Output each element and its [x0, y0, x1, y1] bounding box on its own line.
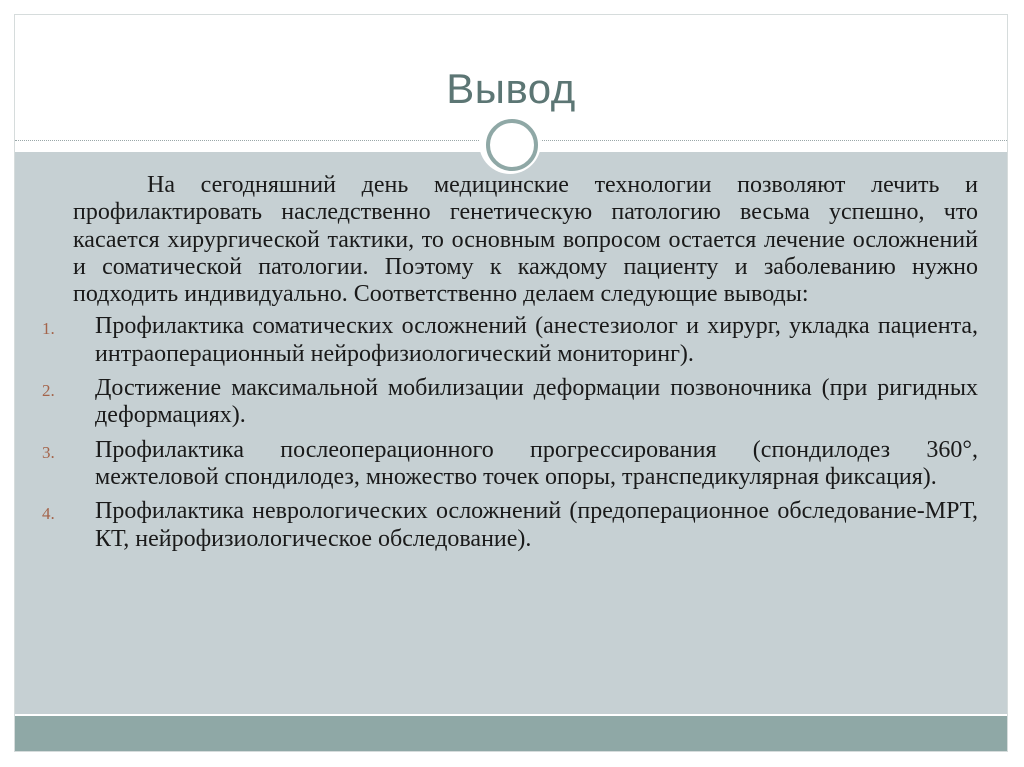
slide-body: [42, 172, 978, 560]
list-item: [42, 436, 978, 492]
list-item-text: Профилактика послеоперационного прогрессирования (спондилодез 360°, межтеловой спондилодез, множество точек опоры, транспедикулярная фиксация).: [95, 436, 978, 490]
list-number: 3.: [42, 442, 55, 462]
list-item: [42, 375, 978, 430]
list-item: [42, 498, 978, 553]
slide-title: Вывод: [446, 65, 576, 112]
intro-paragraph: На сегодняшний день медицинские технологии позволяют лечить и профилактировать наследственно генетическую патологию весьма успешно, что касается хирургической тактики, то основным вопросом остается лечение осложнений и соматической патологии. Поэтому к каждому пациенту и заболеванию нужно подходить индивидуально. Соответственно делаем следующие выводы:: [73, 172, 978, 308]
list-number: 4.: [42, 504, 55, 524]
ring-inner: [486, 119, 538, 171]
list-item-text: Достижение максимальной мобилизации деформации позвоночника (при ригидных деформациях).: [95, 375, 978, 429]
conclusions-list: [42, 313, 978, 552]
list-number: 2.: [42, 381, 55, 401]
list-item-text: Профилактика неврологических осложнений (предоперационное обследование-МРТ, КТ, нейрофизиологическое обследование).: [95, 498, 978, 552]
list-item: [42, 313, 978, 368]
ring-ornament-icon: [479, 112, 541, 174]
footer-bar: [15, 716, 1007, 751]
list-item-text: Профилактика соматических осложнений (анестезиолог и хирург, укладка пациента, интраоперационный нейрофизиологический мониторинг).: [95, 313, 978, 367]
list-number: 1.: [42, 319, 55, 339]
